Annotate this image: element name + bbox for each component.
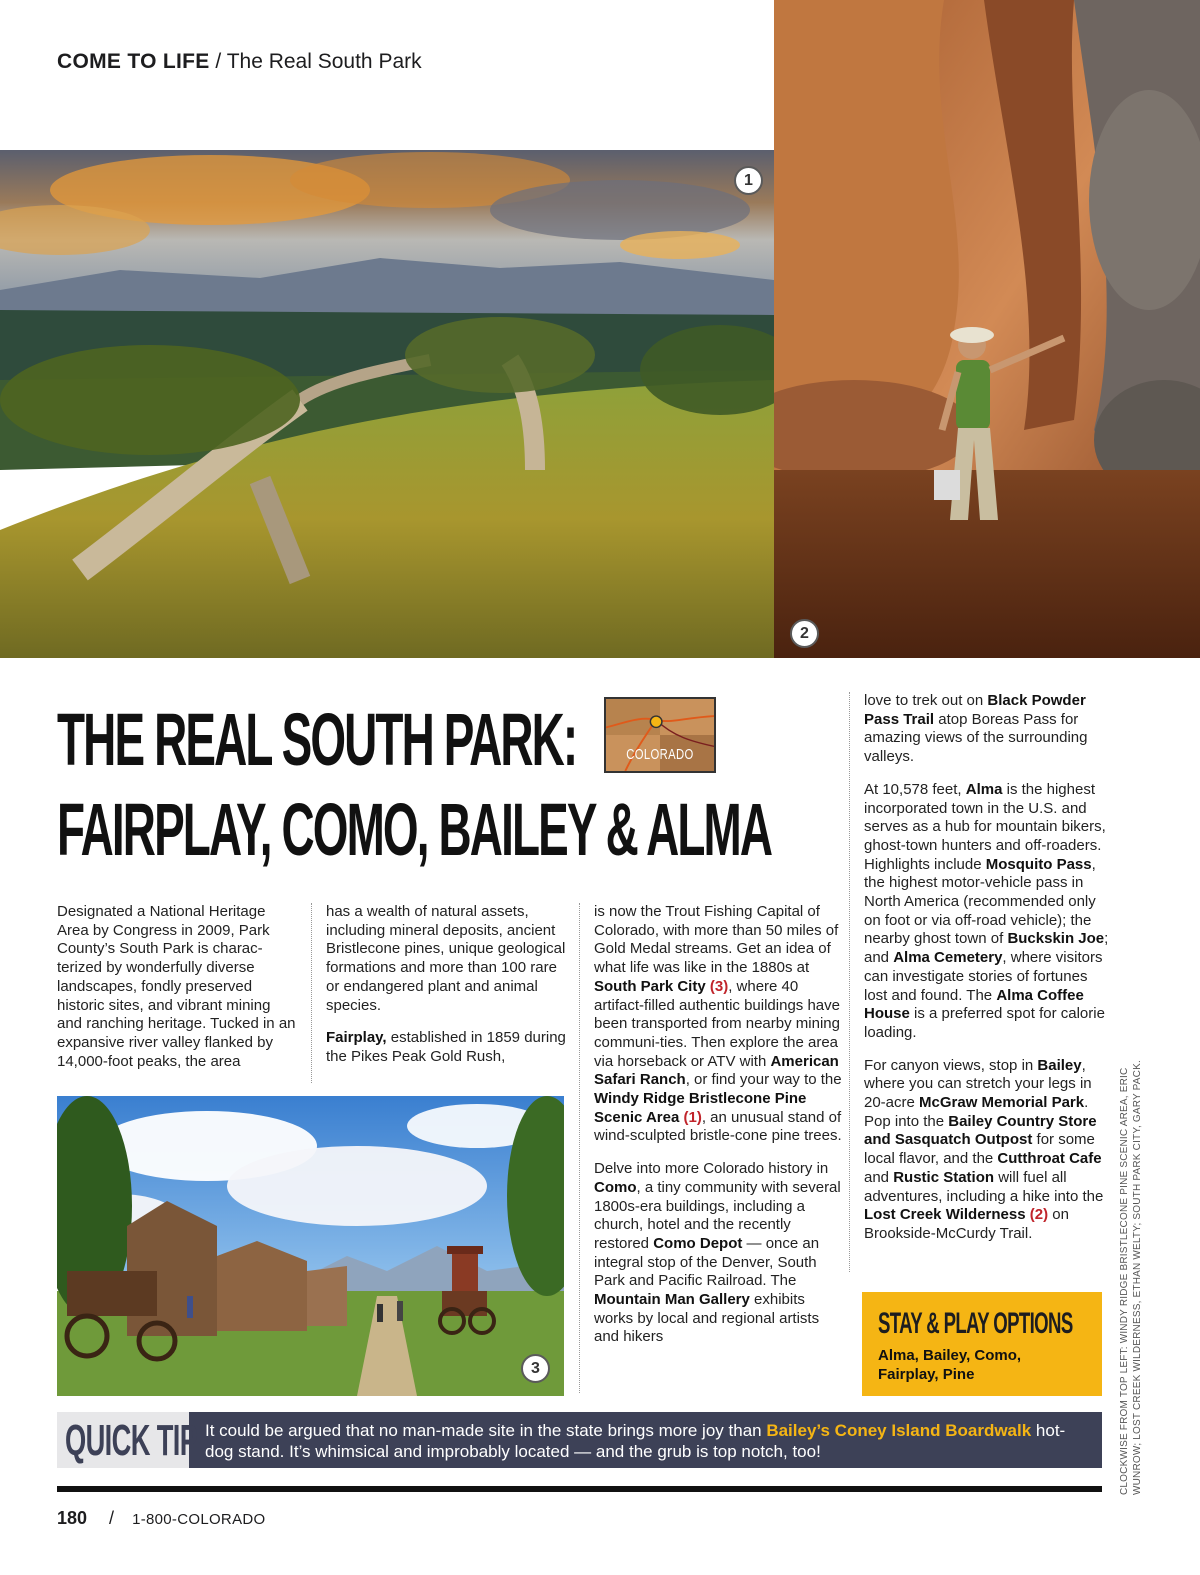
headline-line2: FAIRPLAY, COMO, BAILEY & ALMA <box>57 788 772 871</box>
page-footer <box>57 1508 265 1529</box>
como-depot-name: Como Depot <box>653 1234 743 1252</box>
photo-canyon-hiker <box>774 0 1200 658</box>
mountain-man-gallery-name: Mountain Man Gallery <box>594 1291 750 1309</box>
photo1-number-badge: 1 <box>734 166 763 195</box>
alma-cemetery-name: Alma Cemetery <box>893 949 1003 967</box>
quick-tip-label-box <box>57 1412 198 1468</box>
mcgraw-park-name: McGraw Memorial Park <box>919 1094 1085 1112</box>
quick-tip-label: QUICK TIP <box>65 1416 198 1465</box>
photo-ref-3: (3) <box>709 977 729 995</box>
footer-phone: 1-800-COLORADO <box>132 1511 266 1528</box>
photo-ref-1: (1) <box>683 1108 702 1126</box>
mosquito-pass-name: Mosquito Pass <box>985 855 1092 873</box>
como-name: Como <box>594 1178 637 1196</box>
map-label: COLORADO <box>626 746 694 763</box>
bailey-name: Bailey <box>1037 1056 1082 1074</box>
south-park-city-name: South Park City <box>594 977 706 995</box>
windy-ridge-name: Windy Ridge Bristlecone Pine Scenic Area <box>594 1090 807 1126</box>
lost-creek-wilderness-name: Lost Creek Wilderness <box>864 1206 1026 1224</box>
quick-tip-text: It could be argued that no man-made site in the state brings more joy than Bailey’s Coney Island Boardwalk hot-dog stand. It’s whimsical and improbably located — and the grub is top notch, too! <box>205 1421 1066 1461</box>
section-header <box>57 50 422 74</box>
photo-credit: CLOCKWISE FROM TOP LEFT: WINDY RIDGE BRISTLECONE PINE SCENIC AREA, ERIC WUNROW; LOST CREEK WILDERNESS, ETHAN WELTY; SOUTH PARK CITY, GARY PACK. <box>1119 1060 1143 1495</box>
headline-line1: THE REAL SOUTH PARK: <box>57 698 577 781</box>
section-name: COME TO LIFE <box>57 50 210 73</box>
stay-play-title: STAY & PLAY OPTIONS <box>878 1307 1073 1340</box>
photo3-number-badge: 3 <box>521 1354 550 1383</box>
page-number: 180 <box>57 1508 88 1528</box>
footer-rule <box>57 1486 1102 1492</box>
col4-paragraph-2: At 10,578 feet, Alma is the highest incorporated town in the U.S. and serves as a hub for mountain bikers, ghost-town hunters and off-roaders. Highlights include Mosquito Pass, the highest motor-vehicle pass in North America (recommended only on foot or via off-road vehicle); the nearby ghost town of Buckskin Joe; and Alma Cemetery, where visitors can investigate stories of fortunes lost and found. The Alma Coffee House is a preferred spot for calorie loading. <box>864 780 1109 1041</box>
col4-paragraph-1: love to trek out on Black Powder Pass Trail atop Boreas Pass for amazing views of the surrounding valleys. <box>864 692 1088 766</box>
body-column-3 <box>579 903 844 1393</box>
body-column-4 <box>849 692 1114 1272</box>
header-separator: / <box>209 50 227 73</box>
col3-paragraph-1: is now the Trout Fishing Capital of Colorado, with more than 50 miles of Gold Medal streams. Get an idea of what life was like in the 1880s at South Park City (3), where 40 artifact-filled authentic buildings have been transported from nearby mining communi-ties. Then explore the area via horseback or ATV with American Safari Ranch, or find your way to the Windy Ridge Bristlecone Pine Scenic Area (1), an unusual stand of wind-sculpted bristle-cone pine trees. <box>594 903 842 1145</box>
bailey-country-store-name: Bailey Country Store and Sasquatch Outpost <box>864 1112 1097 1149</box>
body-column-2 <box>311 903 572 1083</box>
photo-bristlecone-pines <box>0 150 774 658</box>
black-powder-pass-name: Black Powder Pass Trail <box>864 692 1086 728</box>
alma-coffee-house-name: Alma Coffee House <box>864 986 1084 1023</box>
footer-slash: / <box>109 1508 115 1528</box>
section-subtitle: The Real South Park <box>226 50 422 73</box>
cutthroat-cafe-name: Cutthroat Cafe <box>997 1150 1102 1168</box>
col2-paragraph-1: has a wealth of natural assets, including mineral deposits, ancient Bristlecone pines, unique geological formations and more than 100 rare or endangered plant and animal species. <box>326 903 566 1014</box>
photo2-number-badge: 2 <box>790 619 819 648</box>
stay-play-towns: Alma, Bailey, Como, Fairplay, Pine <box>878 1347 1022 1383</box>
coney-island-boardwalk-name: Bailey’s Coney Island Boardwalk <box>766 1421 1032 1440</box>
col3-paragraph-2: Delve into more Colorado history in Como, a tiny community with several 1800s-era buildings, including a church, hotel and the recently restored Como Depot — once an integral stop of the Denver, South Park and Pacific Railroad. The Mountain Man Gallery exhibits works by local and regional artists and hikers <box>594 1160 841 1346</box>
buckskin-joe-name: Buckskin Joe <box>1007 930 1105 948</box>
american-safari-ranch-name: American Safari Ranch <box>594 1052 839 1089</box>
alma-name: Alma <box>965 780 1003 798</box>
rustic-station-name: Rustic Station <box>893 1168 995 1186</box>
col2-paragraph-2: Fairplay, established in 1859 during the Pikes Peak Gold Rush, <box>326 1029 566 1065</box>
col1-paragraph: Designated a National Heritage Area by Congress in 2009, Park County’s South Park is charac-terized by wonderfully diverse landscapes, fondly preserved historic sites, and vibrant mining and ranching heritage. Tucked in an expansive river valley flanked by 14,000-foot peaks, the area <box>57 903 296 1070</box>
fairplay-name: Fairplay, <box>326 1029 387 1047</box>
photo-ref-2: (2) <box>1029 1206 1049 1224</box>
colorado-map-icon <box>604 697 716 773</box>
body-column-1 <box>57 903 297 1085</box>
stay-and-play-box <box>862 1292 1102 1396</box>
photo-south-park-city <box>57 1096 564 1396</box>
quick-tip-banner <box>57 1412 1102 1468</box>
col4-paragraph-3: For canyon views, stop in Bailey, where you can stretch your legs in 20-acre McGraw Memorial Park. Pop into the Bailey Country Store and Sasquatch Outpost for some local flavor, and the Cutthroat Cafe and Rustic Station will fuel all adventures, including a hike into the Lost Creek Wilderness (2) on Brookside-McCurdy Trail. <box>864 1056 1104 1242</box>
